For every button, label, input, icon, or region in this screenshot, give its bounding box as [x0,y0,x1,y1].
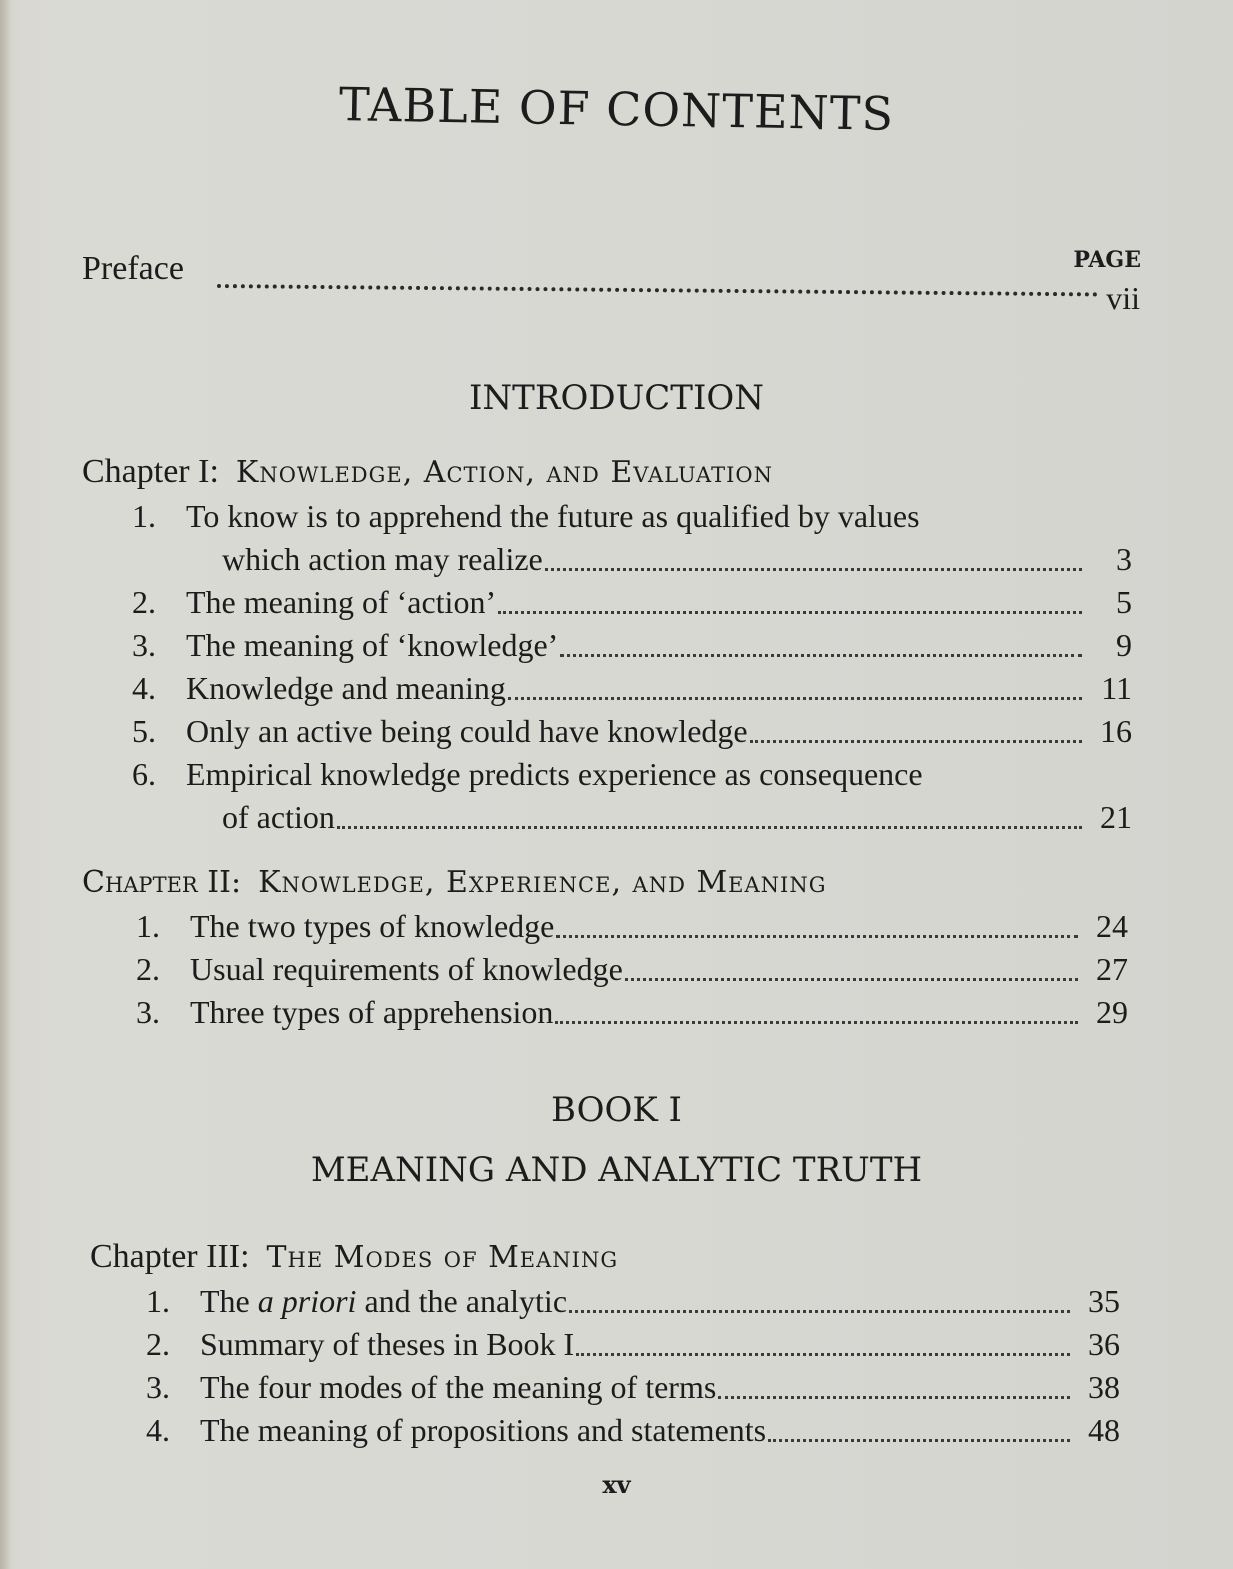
toc-entry [136,948,1128,991]
page-number: 38 [1088,1369,1120,1405]
folio-page-number: xv [602,1470,631,1499]
entry-number: 1. [136,908,160,944]
page-number: 3 [1116,541,1132,577]
page-number: 16 [1100,713,1132,749]
section-heading-introduction: INTRODUCTION [469,378,764,418]
entry-title: Preface [82,250,184,287]
toc-entry [146,1323,1120,1366]
chapter-1 [82,450,1132,839]
page-number: 11 [1101,670,1132,706]
entry-title [200,1280,567,1323]
entry-title: Only an active being could have knowledge [186,713,748,749]
page-number: 48 [1088,1412,1120,1448]
page-number: 24 [1096,908,1128,944]
dot-leader [555,1021,1078,1024]
entry-title: The four modes of the meaning of terms [200,1369,717,1405]
chapter-3 [90,1235,1120,1452]
page-number: vii [1106,280,1140,316]
entry-number: 2. [146,1326,170,1362]
dot-leader [750,740,1082,743]
dot-leader [625,978,1078,981]
dot-leader [768,1439,1070,1442]
dot-leader [718,1396,1070,1399]
dot-leader [569,1310,1070,1313]
entry-title-continued: which action may realize [222,541,543,577]
entry-title-italic: a priori [257,1283,357,1319]
chapter-heading [82,860,1128,905]
entry-title: The meaning of ‘action’ [186,584,497,620]
entry-title: Knowledge and meaning [186,670,506,706]
entry-title-part: and the analytic [356,1283,568,1319]
entry-number: 3. [136,994,160,1030]
dot-leader [576,1353,1070,1356]
entry-title: Usual requirements of knowledge [190,951,623,987]
chapter-title: The Modes of Meaning [266,1240,619,1275]
page-number: 35 [1088,1283,1120,1319]
entry-title: Empirical knowledge predicts experience as consequence [186,756,923,792]
chapter-2 [82,860,1128,1034]
chapter-heading [82,450,1132,495]
chapter-title: Knowledge, Experience, and Meaning [258,865,827,900]
entry-number: 2. [136,951,160,987]
entry-number: 5. [132,713,156,749]
toc-entry-preface [82,250,1140,320]
toc-entry [132,667,1132,710]
toc-entry [146,1280,1120,1323]
page-number: 29 [1096,994,1128,1030]
spine-shadow [0,0,10,1569]
toc-entry [146,1366,1120,1409]
chapter-heading [90,1235,1120,1280]
entry-number: 2. [132,584,156,620]
entry-title: To know is to apprehend the future as qualified by values [186,498,920,534]
dot-leader [508,697,1082,700]
entry-number: 1. [146,1283,170,1319]
entry-title: Three types of apprehension [190,994,554,1030]
entry-number: 6. [132,756,156,792]
dot-leader [545,568,1082,571]
toc-entry [132,753,1132,839]
dot-leader [337,826,1082,829]
page-number: 27 [1096,951,1128,987]
chapter-label: Chapter III: [90,1238,250,1275]
page-number: 21 [1100,799,1132,835]
entry-title: The two types of knowledge [190,908,555,944]
entry-number: 4. [132,670,156,706]
dot-leader [560,654,1082,657]
toc-entry [136,991,1128,1034]
dot-leader [498,611,1082,614]
toc-entry [136,905,1128,948]
entry-title-part: The [200,1283,258,1319]
entry-title: The meaning of propositions and statements [200,1412,767,1448]
chapter-label: Chapter II: [82,865,242,900]
toc-entry [132,710,1132,753]
section-subheading-book-one: MEANING AND ANALYTIC TRUTH [310,1150,923,1190]
entry-number: 3. [132,627,156,663]
chapter-label: Chapter I: [82,453,219,490]
page-number: 36 [1088,1326,1120,1362]
entry-number: 4. [146,1412,170,1448]
toc-entry [132,495,1132,581]
section-heading-book-one: BOOK I [550,1090,682,1130]
page-column-label: PAGE [1073,247,1141,273]
entry-number: 3. [146,1369,170,1405]
entry-number: 1. [132,498,156,534]
page-number: 9 [1116,627,1132,663]
entry-title-continued: of action [222,799,335,835]
page-number: 5 [1116,584,1132,620]
chapter-title: Knowledge, Action, and Evaluation [235,455,773,490]
dot-leader [217,284,1098,296]
entry-title: Summary of theses in Book I [200,1326,575,1362]
toc-entry [132,624,1132,667]
page-title: TABLE OF CONTENTS [338,77,895,141]
toc-entry [146,1409,1120,1452]
dot-leader [556,935,1078,938]
toc-entry [132,581,1132,624]
entry-title: The meaning of ‘knowledge’ [186,627,559,663]
